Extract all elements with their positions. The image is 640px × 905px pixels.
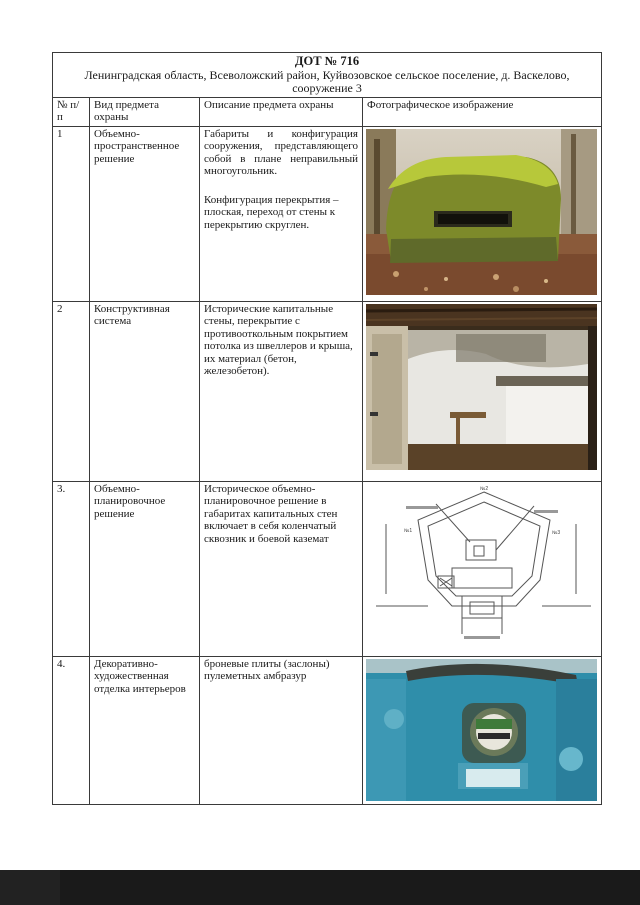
- plan-label-3: №3: [552, 529, 561, 536]
- header-row: [53, 97, 602, 126]
- row-num: 2: [53, 301, 90, 481]
- bunker-interior-photo: [363, 301, 602, 481]
- table-row: [53, 481, 602, 656]
- document-page: [52, 52, 601, 805]
- armor-plate-photo: [363, 656, 602, 804]
- row-desc-text: Историческое объемно-планировочное решение в габаритах капитальных стен включает в себя коленчатый сквозник и боевой каземат: [204, 482, 338, 545]
- row-type: Объемно-планировочное решение: [90, 481, 200, 656]
- object-title: ДОТ № 716: [294, 54, 360, 68]
- table-row: [53, 301, 602, 481]
- row-num: 1: [53, 126, 90, 301]
- row-desc: [200, 126, 363, 301]
- table-row: [53, 656, 602, 804]
- row-desc-text: Габариты и конфигурация сооружения, представляющего собой в плане неправильный многоугольник.: [204, 127, 358, 177]
- header-type: Вид предмета охраны: [90, 97, 200, 126]
- row-desc-text: броневые плиты (заслоны) пулеметных амбразур: [204, 657, 330, 682]
- header-desc: Описание предмета охраны: [200, 97, 363, 126]
- row-desc: [200, 656, 363, 804]
- row-num: 4.: [53, 656, 90, 804]
- plan-label-2: №2: [480, 485, 489, 492]
- table-row: [53, 126, 602, 301]
- floor-plan-drawing: [363, 481, 602, 656]
- row-type: Конструктивная система: [90, 301, 200, 481]
- object-address: Ленинградская область, Всеволожский район, Куйвозовское сельское поселение, д. Васкелово,: [84, 67, 570, 82]
- header-photo: Фотографическое изображение: [363, 97, 602, 126]
- row-desc-text: Исторические капитальные стены, перекрытие с противооткольным покрытием потолка из швеллеров и крыша, их материал (бетон, железобетон).: [204, 302, 353, 377]
- table-title: [53, 53, 602, 98]
- protection-table: [52, 52, 602, 805]
- row-type: Объемно-пространственное решение: [90, 126, 200, 301]
- object-building: сооружение 3: [292, 81, 362, 95]
- row-desc: [200, 301, 363, 481]
- plan-label-1: №1: [404, 527, 413, 534]
- row-num: 3.: [53, 481, 90, 656]
- scan-footer-bar: [0, 870, 640, 905]
- row-desc-text-2: Конфигурация перекрытия – плоская, переход от стены к перекрытию скруглен.: [204, 193, 339, 231]
- row-type: Декоративно-художественная отделка интерьеров: [90, 656, 200, 804]
- header-num: № п/п: [53, 97, 90, 126]
- row-desc: [200, 481, 363, 656]
- bunker-exterior-photo: [363, 126, 602, 301]
